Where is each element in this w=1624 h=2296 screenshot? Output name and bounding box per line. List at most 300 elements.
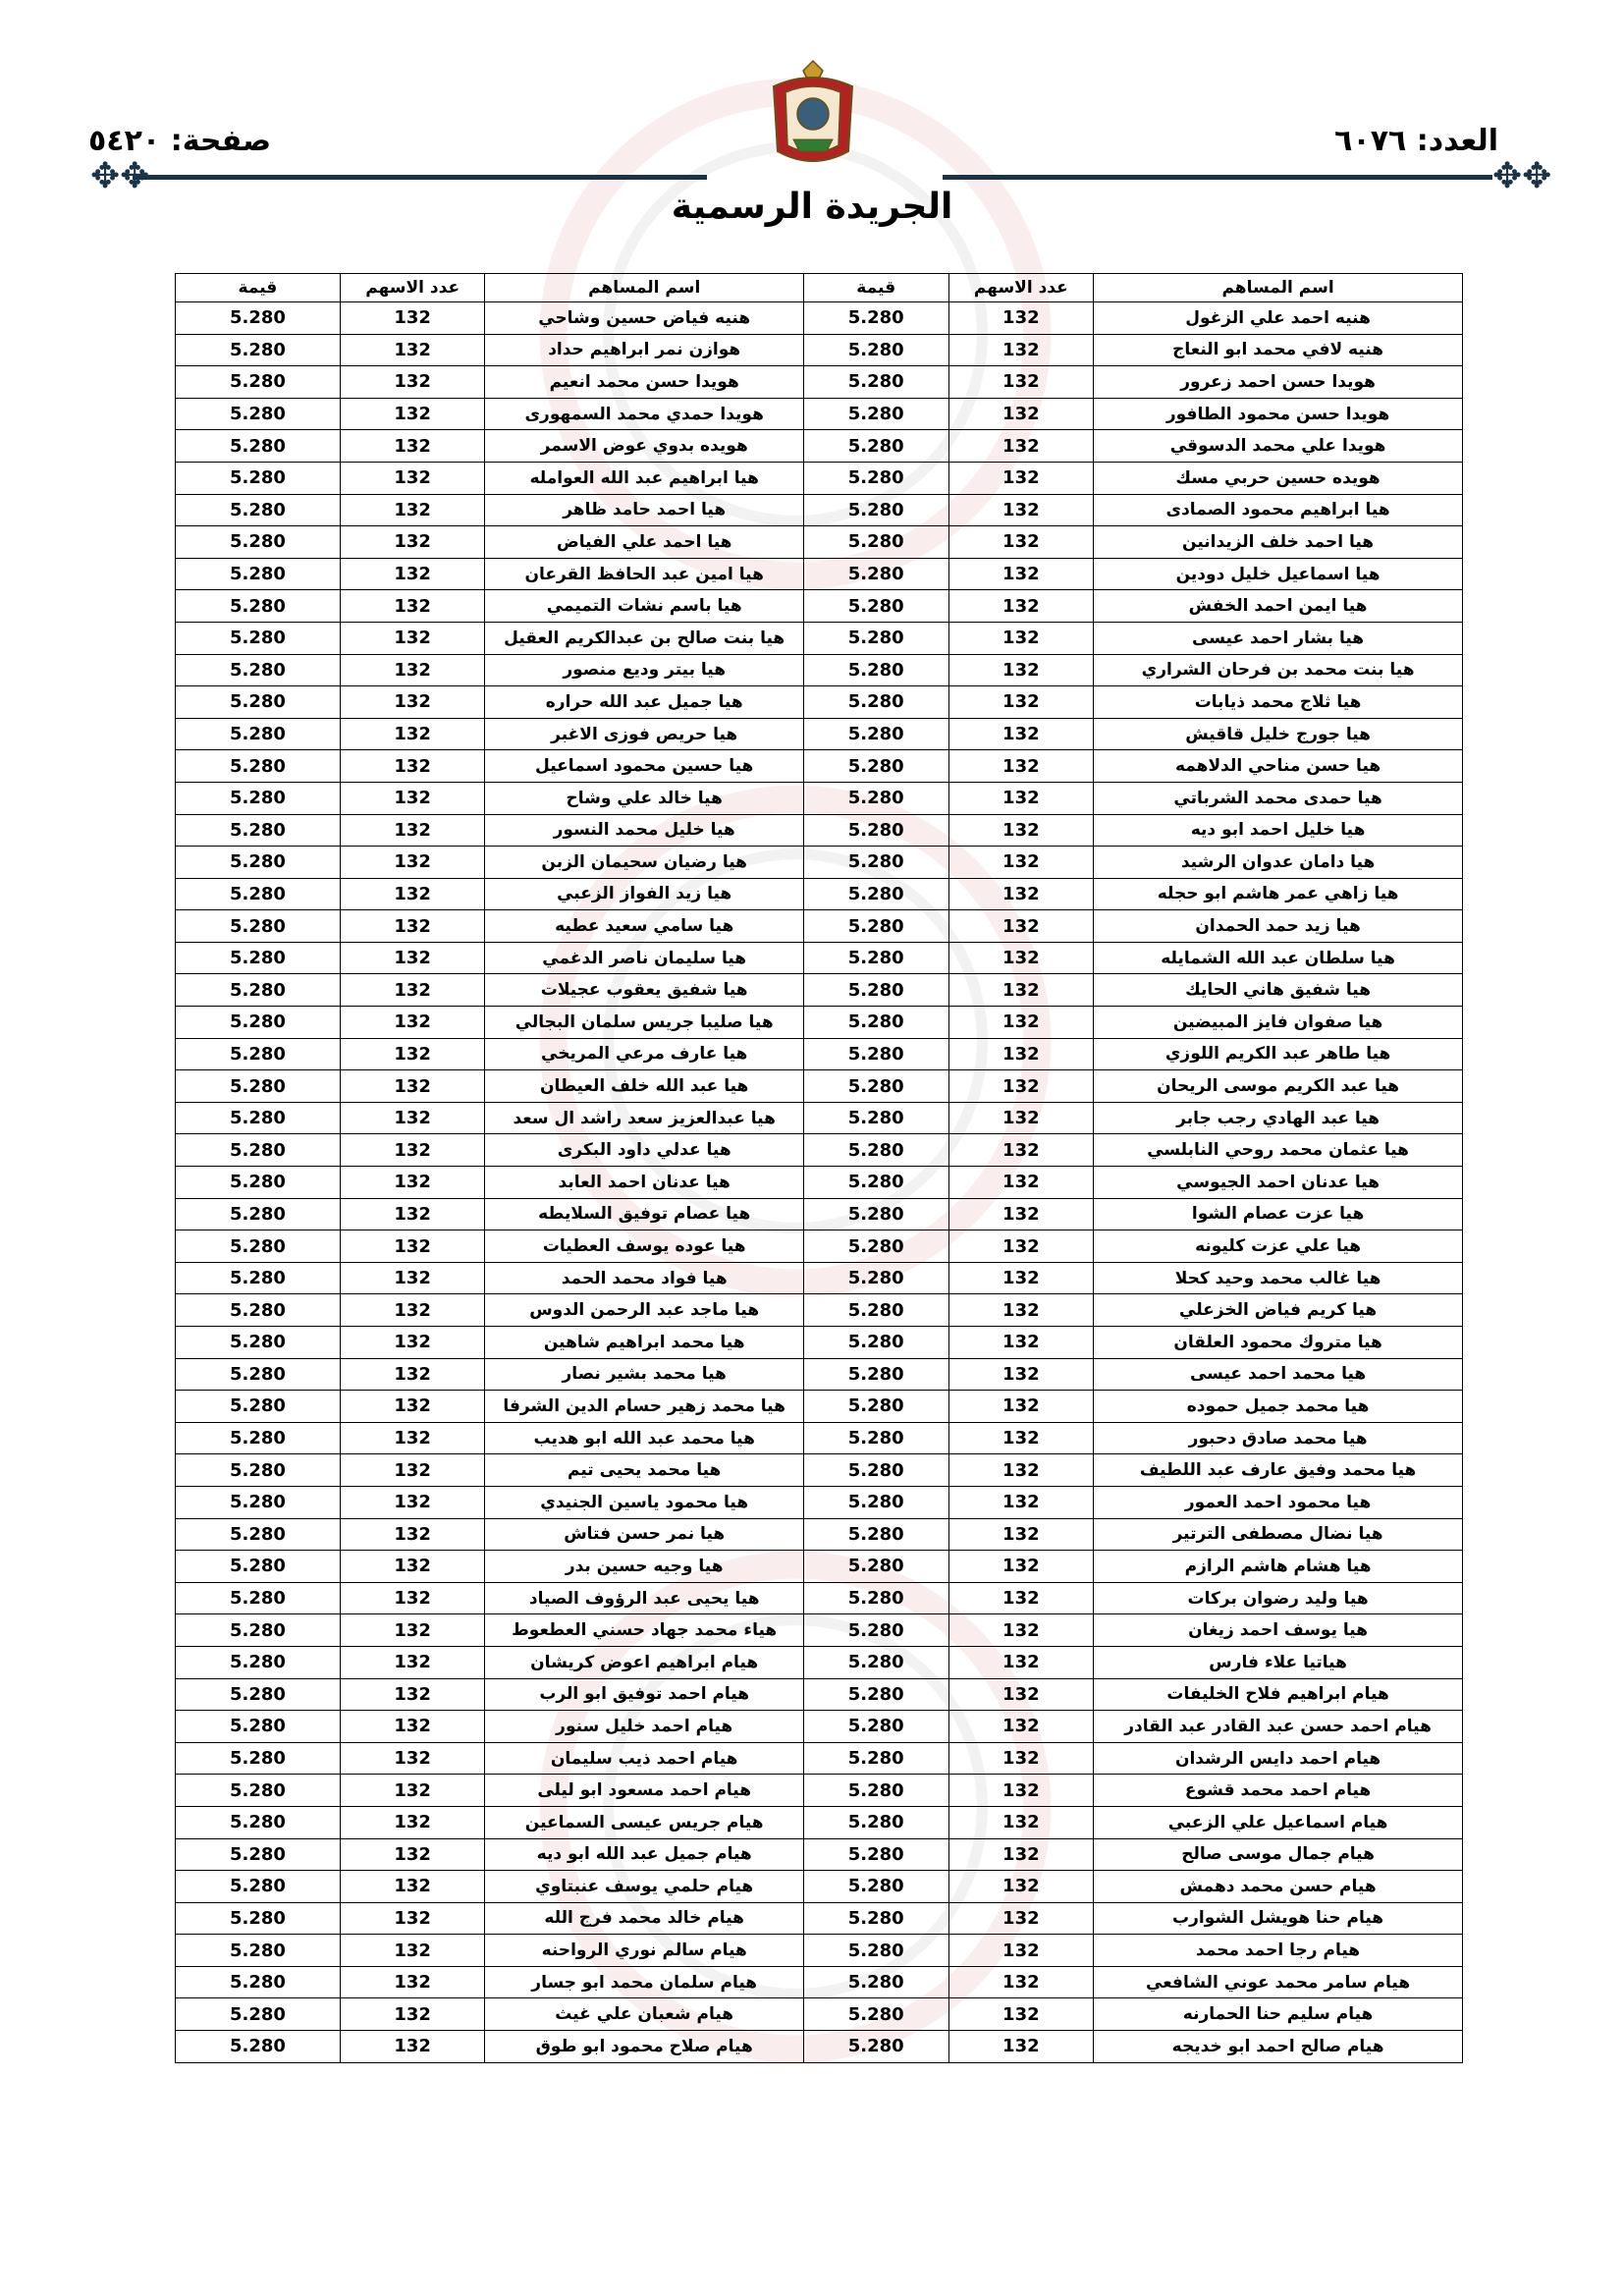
share-value-cell: 5.280 (176, 398, 341, 430)
shares-count-cell: 132 (948, 1838, 1094, 1871)
table-row (176, 1711, 1463, 1743)
share-value-cell: 5.280 (803, 1871, 948, 1903)
shareholder-name-cell: هيا عارف مرعي المريخي (485, 1038, 803, 1070)
share-value-cell: 5.280 (803, 1838, 948, 1871)
shareholder-name-cell: هيا عبد الله خلف العيطان (485, 1070, 803, 1103)
shareholder-name-cell: هيام جمال موسى صالح (1094, 1838, 1463, 1871)
shareholder-name-cell: هياتيا علاء فارس (1094, 1646, 1463, 1678)
shareholder-name-cell: هيا زاهي عمر هاشم ابو حجله (1094, 878, 1463, 910)
column-header: اسم المساهم (1094, 274, 1463, 302)
table-row (176, 1167, 1463, 1199)
table-header-row (176, 274, 1463, 302)
shareholder-name-cell: هيا بنت محمد بن فرحان الشراري (1094, 654, 1463, 686)
shares-count-cell: 132 (948, 1230, 1094, 1263)
shareholder-name-cell: هيام حنا هويشل الشوارب (1094, 1902, 1463, 1935)
column-header: اسم المساهم (485, 274, 803, 302)
shareholder-name-cell: هيا سليمان ناصر الدغمي (485, 942, 803, 974)
shares-count-cell: 132 (340, 1134, 485, 1167)
share-value-cell: 5.280 (803, 814, 948, 847)
shareholder-name-cell: هيا فواد محمد الحمد (485, 1262, 803, 1294)
table-row (176, 942, 1463, 974)
shares-count-cell: 132 (340, 1358, 485, 1391)
shares-count-cell: 132 (340, 654, 485, 686)
shareholder-name-cell: هيام اسماعيل علي الزعبي (1094, 1806, 1463, 1838)
share-value-cell: 5.280 (803, 462, 948, 494)
shareholder-name-cell: هوازن نمر ابراهيم حداد (485, 334, 803, 366)
table-row (176, 590, 1463, 623)
share-value-cell: 5.280 (803, 847, 948, 879)
shareholder-name-cell: هيا امين عبد الحافظ القرعان (485, 558, 803, 590)
shares-count-cell: 132 (948, 302, 1094, 335)
shareholder-name-cell: هيا صفوان فايز المبيضين (1094, 1007, 1463, 1039)
shares-count-cell: 132 (340, 334, 485, 366)
shares-count-cell: 132 (948, 878, 1094, 910)
shares-count-cell: 132 (340, 1070, 485, 1103)
share-value-cell: 5.280 (803, 1038, 948, 1070)
decorative-knot-icon: ✥✥ (1492, 156, 1552, 196)
shareholder-name-cell: هيام حلمي يوسف عنبتاوي (485, 1871, 803, 1903)
shareholder-name-cell: هيا بيتر وديع منصور (485, 654, 803, 686)
table-row (176, 1454, 1463, 1487)
shareholder-name-cell: هيام احمد توفيق ابو الرب (485, 1678, 803, 1711)
shares-count-cell: 132 (340, 2031, 485, 2063)
share-value-cell: 5.280 (803, 590, 948, 623)
shareholder-name-cell: هيا احمد خلف الزيدانين (1094, 526, 1463, 559)
shares-count-cell: 132 (948, 782, 1094, 814)
shareholder-name-cell: هيام صالح احمد ابو خديجه (1094, 2031, 1463, 2063)
shareholder-name-cell: هويدا علي محمد الدسوقي (1094, 430, 1463, 463)
shares-count-cell: 132 (948, 942, 1094, 974)
share-value-cell: 5.280 (176, 1998, 341, 2031)
table-row (176, 2031, 1463, 2063)
table-row (176, 622, 1463, 654)
shares-count-cell: 132 (340, 1871, 485, 1903)
shareholder-name-cell: هيام حسن محمد دهمش (1094, 1871, 1463, 1903)
shareholder-name-cell: هيا يحيى عبد الرؤوف الصياد (485, 1582, 803, 1614)
shareholder-name-cell: هيا محمد يحيى تيم (485, 1454, 803, 1487)
shares-count-cell: 132 (948, 910, 1094, 943)
column-header: عدد الاسهم (340, 274, 485, 302)
share-value-cell: 5.280 (176, 1007, 341, 1039)
table-row (176, 1518, 1463, 1551)
share-value-cell: 5.280 (176, 1838, 341, 1871)
column-header: قيمة (176, 274, 341, 302)
table-row (176, 686, 1463, 719)
shares-count-cell: 132 (340, 1551, 485, 1583)
share-value-cell: 5.280 (176, 1230, 341, 1263)
jordan-coat-of-arms-icon (764, 57, 862, 173)
shareholder-name-cell: هيام احمد خليل سنور (485, 1711, 803, 1743)
share-value-cell: 5.280 (803, 1070, 948, 1103)
shares-count-cell: 132 (948, 1806, 1094, 1838)
shareholder-name-cell: هيام سلمان محمد ابو جسار (485, 1966, 803, 1998)
shares-count-cell: 132 (948, 654, 1094, 686)
shares-count-cell: 132 (948, 718, 1094, 750)
shares-count-cell: 132 (948, 1966, 1094, 1998)
table-row (176, 1230, 1463, 1263)
shares-count-cell: 132 (948, 1518, 1094, 1551)
table-row (176, 1358, 1463, 1391)
shares-count-cell: 132 (340, 1294, 485, 1327)
shares-count-cell: 132 (340, 1838, 485, 1871)
shares-count-cell: 132 (948, 847, 1094, 879)
shareholder-name-cell: هيا محمد جميل حموده (1094, 1391, 1463, 1423)
shareholder-name-cell: هيا يوسف احمد زيغان (1094, 1614, 1463, 1647)
table-row (176, 1582, 1463, 1614)
shareholder-name-cell: هيام رجا احمد محمد (1094, 1935, 1463, 1967)
share-value-cell: 5.280 (803, 686, 948, 719)
shareholder-name-cell: هيام صلاح محمود ابو طوق (485, 2031, 803, 2063)
shares-count-cell: 132 (948, 814, 1094, 847)
header-rule-left (133, 175, 707, 180)
shareholder-name-cell: هويدا حسن محمود الطافور (1094, 398, 1463, 430)
share-value-cell: 5.280 (803, 430, 948, 463)
shareholder-name-cell: هيا علي عزت كليونه (1094, 1230, 1463, 1263)
table-row (176, 1486, 1463, 1518)
shares-count-cell: 132 (340, 1935, 485, 1967)
shareholder-name-cell: هيا ابراهيم محمود الصمادى (1094, 494, 1463, 526)
shareholder-name-cell: هيا ماجد عبد الرحمن الدوس (485, 1294, 803, 1327)
shares-count-cell: 132 (948, 462, 1094, 494)
share-value-cell: 5.280 (176, 686, 341, 719)
share-value-cell: 5.280 (176, 1070, 341, 1103)
shares-count-cell: 132 (340, 1391, 485, 1423)
shareholder-name-cell: هيا سلطان عبد الله الشمايله (1094, 942, 1463, 974)
column-header: عدد الاسهم (948, 274, 1094, 302)
share-value-cell: 5.280 (803, 2031, 948, 2063)
page-title: الجريدة الرسمية (671, 187, 953, 227)
shares-count-cell: 132 (340, 1742, 485, 1775)
shares-count-cell: 132 (340, 526, 485, 559)
table-row (176, 398, 1463, 430)
shares-count-cell: 132 (340, 1007, 485, 1039)
shares-count-cell: 132 (948, 974, 1094, 1007)
shares-count-cell: 132 (340, 558, 485, 590)
share-value-cell: 5.280 (803, 1167, 948, 1199)
share-value-cell: 5.280 (176, 878, 341, 910)
share-value-cell: 5.280 (176, 654, 341, 686)
table-row (176, 1070, 1463, 1103)
shares-count-cell: 132 (948, 1262, 1094, 1294)
shares-count-cell: 132 (948, 1486, 1094, 1518)
shares-count-cell: 132 (948, 526, 1094, 559)
shareholder-name-cell: هيا عوده يوسف العطيات (485, 1230, 803, 1263)
share-value-cell: 5.280 (176, 2031, 341, 2063)
share-value-cell: 5.280 (176, 1038, 341, 1070)
shares-count-cell: 132 (948, 1902, 1094, 1935)
shares-count-cell: 132 (340, 1038, 485, 1070)
share-value-cell: 5.280 (176, 1806, 341, 1838)
shareholder-name-cell: هيا بشار احمد عيسى (1094, 622, 1463, 654)
share-value-cell: 5.280 (176, 1646, 341, 1678)
table-row (176, 654, 1463, 686)
table-row (176, 1678, 1463, 1711)
shares-count-cell: 132 (340, 1518, 485, 1551)
share-value-cell: 5.280 (803, 398, 948, 430)
table-row (176, 750, 1463, 783)
table-row (176, 974, 1463, 1007)
shares-count-cell: 132 (340, 750, 485, 783)
share-value-cell: 5.280 (176, 1582, 341, 1614)
shareholder-name-cell: هيا محمود احمد العمور (1094, 1486, 1463, 1518)
shares-count-cell: 132 (340, 494, 485, 526)
share-value-cell: 5.280 (803, 1262, 948, 1294)
share-value-cell: 5.280 (176, 622, 341, 654)
table-row (176, 847, 1463, 879)
shareholder-name-cell: هيا وليد رضوان بركات (1094, 1582, 1463, 1614)
shares-count-cell: 132 (340, 302, 485, 335)
shareholder-name-cell: هيام ابراهيم فلاح الخليفات (1094, 1678, 1463, 1711)
shareholder-name-cell: هيام ابراهيم اعوض كريشان (485, 1646, 803, 1678)
shares-count-cell: 132 (948, 1327, 1094, 1359)
shares-count-cell: 132 (948, 1871, 1094, 1903)
table-row (176, 718, 1463, 750)
shares-count-cell: 132 (948, 1134, 1094, 1167)
share-value-cell: 5.280 (176, 1551, 341, 1583)
table-row (176, 1038, 1463, 1070)
share-value-cell: 5.280 (803, 782, 948, 814)
share-value-cell: 5.280 (803, 1134, 948, 1167)
shareholder-name-cell: هويدا حمدي محمد السمهورى (485, 398, 803, 430)
shares-count-cell: 132 (948, 1935, 1094, 1967)
shares-count-cell: 132 (340, 814, 485, 847)
shareholder-name-cell: هيا بنت صالح بن عبدالكريم العقيل (485, 622, 803, 654)
shareholder-name-cell: هيام سامر محمد عوني الشافعي (1094, 1966, 1463, 1998)
shareholder-name-cell: هيا حسن مناحي الدلاهمه (1094, 750, 1463, 783)
shares-count-cell: 132 (948, 1678, 1094, 1711)
shares-count-cell: 132 (340, 910, 485, 943)
share-value-cell: 5.280 (803, 1230, 948, 1263)
share-value-cell: 5.280 (803, 1422, 948, 1454)
shares-count-cell: 132 (340, 1230, 485, 1263)
share-value-cell: 5.280 (803, 1614, 948, 1647)
shareholder-name-cell: هيا حمدى محمد الشرباتي (1094, 782, 1463, 814)
shares-count-cell: 132 (948, 622, 1094, 654)
table-row (176, 494, 1463, 526)
shares-count-cell: 132 (340, 1262, 485, 1294)
shares-count-cell: 132 (948, 1775, 1094, 1807)
shareholder-name-cell: هيا سامي سعيد عطيه (485, 910, 803, 943)
shares-count-cell: 132 (340, 1486, 485, 1518)
shares-count-cell: 132 (340, 686, 485, 719)
shareholder-name-cell: هيا صليبا جريس سلمان البجالي (485, 1007, 803, 1039)
shareholder-name-cell: هويدا حسن محمد انعيم (485, 366, 803, 399)
shares-count-cell: 132 (340, 847, 485, 879)
shares-count-cell: 132 (340, 1998, 485, 2031)
shareholder-name-cell: هيا خليل محمد النسور (485, 814, 803, 847)
share-value-cell: 5.280 (803, 1711, 948, 1743)
shareholder-name-cell: هيا ثلاج محمد ذيابات (1094, 686, 1463, 719)
shareholder-name-cell: هيا شفيق هاني الحايك (1094, 974, 1463, 1007)
shareholder-name-cell: هيا محمد وفيق عارف عبد اللطيف (1094, 1454, 1463, 1487)
shares-count-cell: 132 (948, 686, 1094, 719)
table-row (176, 878, 1463, 910)
shareholder-name-cell: هيا زيد حمد الحمدان (1094, 910, 1463, 943)
share-value-cell: 5.280 (176, 1167, 341, 1199)
table-row (176, 1102, 1463, 1134)
share-value-cell: 5.280 (176, 1711, 341, 1743)
share-value-cell: 5.280 (803, 494, 948, 526)
table-row (176, 1838, 1463, 1871)
shares-count-cell: 132 (340, 1902, 485, 1935)
share-value-cell: 5.280 (803, 1582, 948, 1614)
shareholder-name-cell: هيام احمد محمد قشوع (1094, 1775, 1463, 1807)
share-value-cell: 5.280 (176, 1935, 341, 1967)
share-value-cell: 5.280 (176, 494, 341, 526)
table-row (176, 782, 1463, 814)
share-value-cell: 5.280 (803, 750, 948, 783)
share-value-cell: 5.280 (176, 1391, 341, 1423)
share-value-cell: 5.280 (803, 1935, 948, 1967)
shareholder-name-cell: هيا عثمان محمد روحي النابلسي (1094, 1134, 1463, 1167)
shares-count-cell: 132 (948, 590, 1094, 623)
shares-count-cell: 132 (948, 1454, 1094, 1487)
table-row (176, 1966, 1463, 1998)
shareholder-name-cell: هيا عدنان احمد الجيوسي (1094, 1167, 1463, 1199)
shares-count-cell: 132 (340, 1806, 485, 1838)
share-value-cell: 5.280 (176, 1327, 341, 1359)
share-value-cell: 5.280 (803, 1998, 948, 2031)
shareholder-name-cell: هيام سليم حنا الحمارنه (1094, 1998, 1463, 2031)
shares-count-cell: 132 (948, 1198, 1094, 1230)
shareholder-name-cell: هيا محمد صادق دحبور (1094, 1422, 1463, 1454)
page-number: صفحة: ٥٤٢٠ (88, 124, 272, 158)
shares-count-cell: 132 (948, 1294, 1094, 1327)
table-row (176, 366, 1463, 399)
column-header: قيمة (803, 274, 948, 302)
shares-count-cell: 132 (948, 334, 1094, 366)
shareholder-name-cell: هيا دامان عدوان الرشيد (1094, 847, 1463, 879)
table-row (176, 1198, 1463, 1230)
share-value-cell: 5.280 (803, 302, 948, 335)
shareholder-name-cell: هويدا حسن احمد زعرور (1094, 366, 1463, 399)
shareholder-name-cell: هيا عبدالعزيز سعد راشد ال سعد (485, 1102, 803, 1134)
share-value-cell: 5.280 (803, 1966, 948, 1998)
table-row (176, 1134, 1463, 1167)
shares-count-cell: 132 (948, 750, 1094, 783)
shares-count-cell: 132 (340, 1422, 485, 1454)
shareholder-name-cell: هيا جورج خليل قاقيش (1094, 718, 1463, 750)
header-rule-right (943, 175, 1492, 180)
shares-count-cell: 132 (340, 1966, 485, 1998)
shares-count-cell: 132 (948, 494, 1094, 526)
share-value-cell: 5.280 (803, 1102, 948, 1134)
share-value-cell: 5.280 (803, 1902, 948, 1935)
share-value-cell: 5.280 (803, 1742, 948, 1775)
share-value-cell: 5.280 (176, 302, 341, 335)
shareholder-name-cell: هيام احمد دايس الرشدان (1094, 1742, 1463, 1775)
table-row (176, 526, 1463, 559)
shares-count-cell: 132 (340, 1102, 485, 1134)
shareholder-name-cell: هيا حسين محمود اسماعيل (485, 750, 803, 783)
shares-count-cell: 132 (948, 558, 1094, 590)
table-row (176, 334, 1463, 366)
share-value-cell: 5.280 (803, 334, 948, 366)
table-row (176, 1646, 1463, 1678)
table-row (176, 430, 1463, 463)
share-value-cell: 5.280 (803, 974, 948, 1007)
shareholder-name-cell: هيا خليل احمد ابو ديه (1094, 814, 1463, 847)
shareholder-name-cell: هيا محمد زهير حسام الدين الشرفا (485, 1391, 803, 1423)
share-value-cell: 5.280 (803, 1486, 948, 1518)
shares-count-cell: 132 (948, 1582, 1094, 1614)
shares-count-cell: 132 (340, 1198, 485, 1230)
table-row (176, 302, 1463, 335)
table-row (176, 1327, 1463, 1359)
table-row (176, 1391, 1463, 1423)
share-value-cell: 5.280 (176, 366, 341, 399)
shares-count-cell: 132 (948, 2031, 1094, 2063)
share-value-cell: 5.280 (176, 974, 341, 1007)
shareholder-name-cell: هيا جميل عبد الله حراره (485, 686, 803, 719)
share-value-cell: 5.280 (176, 782, 341, 814)
shareholder-name-cell: هيا رضيان سحيمان الزبن (485, 847, 803, 879)
shareholder-name-cell: هيا اسماعيل خليل دودين (1094, 558, 1463, 590)
shareholder-name-cell: هيا باسم نشات التميمي (485, 590, 803, 623)
share-value-cell: 5.280 (176, 1871, 341, 1903)
share-value-cell: 5.280 (176, 718, 341, 750)
shareholder-name-cell: هيا محمد بشير نصار (485, 1358, 803, 1391)
share-value-cell: 5.280 (176, 590, 341, 623)
shares-count-cell: 132 (948, 1038, 1094, 1070)
share-value-cell: 5.280 (803, 1678, 948, 1711)
shareholder-name-cell: هيا زيد الفواز الزعبي (485, 878, 803, 910)
share-value-cell: 5.280 (176, 1486, 341, 1518)
table-row (176, 1262, 1463, 1294)
share-value-cell: 5.280 (176, 1966, 341, 1998)
share-value-cell: 5.280 (803, 1551, 948, 1583)
table-row (176, 1775, 1463, 1807)
shareholder-name-cell: هيام احمد ذيب سليمان (485, 1742, 803, 1775)
table-row (176, 1551, 1463, 1583)
shareholder-name-cell: هيا محمد عبد الله ابو هديب (485, 1422, 803, 1454)
share-value-cell: 5.280 (803, 1358, 948, 1391)
shares-count-cell: 132 (340, 1775, 485, 1807)
shareholder-name-cell: هويده حسين حربي مسك (1094, 462, 1463, 494)
table-row (176, 1902, 1463, 1935)
shares-count-cell: 132 (340, 718, 485, 750)
table-row (176, 1998, 1463, 2031)
shareholder-name-cell: هيام شعبان علي غيث (485, 1998, 803, 2031)
shares-count-cell: 132 (948, 1167, 1094, 1199)
share-value-cell: 5.280 (176, 750, 341, 783)
share-value-cell: 5.280 (803, 1454, 948, 1487)
shares-count-cell: 132 (948, 1358, 1094, 1391)
share-value-cell: 5.280 (176, 1102, 341, 1134)
shares-count-cell: 132 (948, 1391, 1094, 1423)
share-value-cell: 5.280 (176, 1614, 341, 1647)
table-row (176, 814, 1463, 847)
shares-count-cell: 132 (340, 590, 485, 623)
table-row (176, 1422, 1463, 1454)
share-value-cell: 5.280 (176, 1358, 341, 1391)
table-row (176, 1935, 1463, 1967)
shares-count-cell: 132 (948, 1614, 1094, 1647)
shares-count-cell: 132 (948, 430, 1094, 463)
shareholder-name-cell: هيا غالب محمد وحيد كحلا (1094, 1262, 1463, 1294)
shares-count-cell: 132 (340, 622, 485, 654)
shares-count-cell: 132 (948, 1551, 1094, 1583)
share-value-cell: 5.280 (176, 1422, 341, 1454)
share-value-cell: 5.280 (803, 1646, 948, 1678)
table-row (176, 1871, 1463, 1903)
shareholder-name-cell: هيام جميل عبد الله ابو ديه (485, 1838, 803, 1871)
share-value-cell: 5.280 (803, 718, 948, 750)
share-value-cell: 5.280 (176, 1678, 341, 1711)
shares-count-cell: 132 (948, 1007, 1094, 1039)
shareholder-name-cell: هنيه لافي محمد ابو النعاج (1094, 334, 1463, 366)
share-value-cell: 5.280 (176, 462, 341, 494)
